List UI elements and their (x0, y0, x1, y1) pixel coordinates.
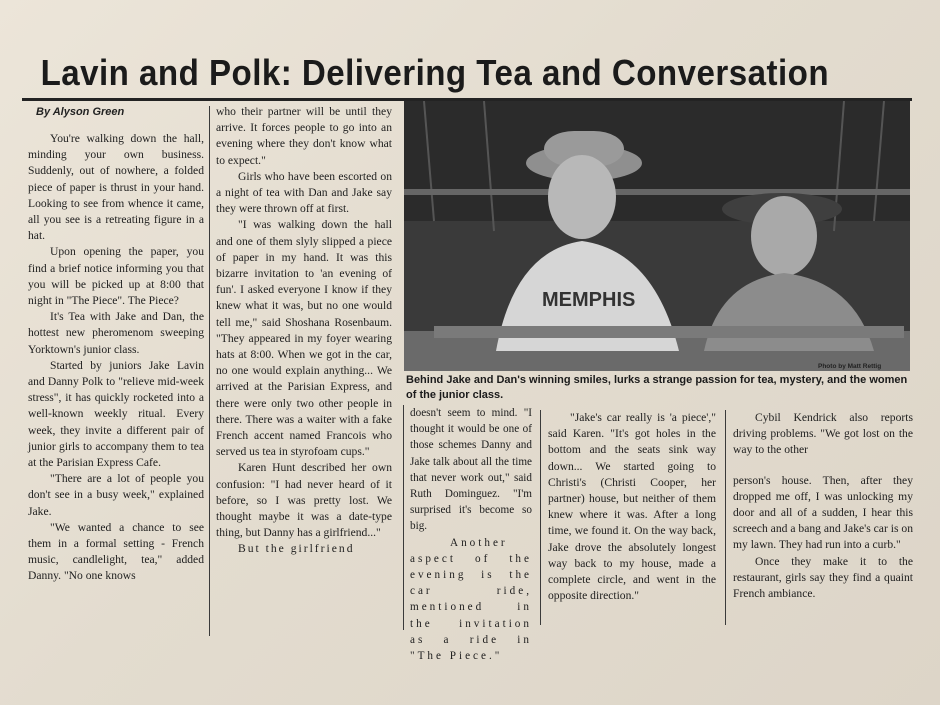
paragraph: But the girlfriend (238, 542, 355, 556)
paragraph: "There are a lot of people you don't see in a busy week," explained Jake. (28, 472, 204, 518)
column-divider (403, 405, 404, 630)
column-1 (28, 131, 204, 585)
headline: Lavin and Polk: Delivering Tea and Conversation (40, 52, 830, 93)
column-3 (410, 405, 532, 664)
paragraph: Started by juniors Jake Lavin and Danny Polk to "relieve mid-week stress", it has quickly rocketed into a well-known weekly ritual. Every week, they invite a different pair of junior girls to accompany them to tea at the Parisian Express Cafe. (28, 358, 204, 470)
paragraph: Upon opening the paper, you find a brief notice informing you that you will be picked up at 8:00 that night in "The Piece". The Piece? (28, 245, 204, 308)
column-divider (540, 410, 541, 625)
photo-caption: Behind Jake and Dan's winning smiles, lurks a strange passion for tea, mystery, and the women of the junior class. (406, 374, 908, 401)
paragraph: "Jake's car really is 'a piece'," said Karen. "It's got holes in the bottom and the seats sink way down... We started going to Christi's (Christi Cooper, her partner) house, but neither of them knew where it was. After a long time, we found it. On the way back, Jake drove the absolutely longest way back to my house, made a complete circle, and went in the opposite direction." (548, 411, 716, 603)
paragraph: person's house. Then, after they dropped me off, I was unlocking my door and all of a sudden, I hear this screech and a bang and Jake's car is on my lawn. They had run into a curb." (733, 473, 913, 552)
paragraph: It's Tea with Jake and Dan, the hottest new pheromenom sweeping Yorktown's junior class. (28, 310, 204, 356)
paragraph: "I was walking down the hall and one of them slyly slipped a piece of paper in my hand. It was this bizarre invitation to 'an evening of fun'. I asked everyone I know if they knew what it was, but no one would tell me," said Shoshana Rosenbaum. "They appeared in my foyer wearing hats at 8:00. When we got in the car, no one would explain anything... We arrived at the Parisian Express, and there were only two other people in there. There was a waiter with a fake French accent named Francois who served us tea in styrofoam cups." (216, 218, 392, 459)
paragraph: Girls who have been escorted on a night of tea with Dan and Jake say they were thrown off at first. (216, 169, 392, 216)
paragraph: who their partner will be until they arrive. It forces people to go into an evening where they don't know what to expect." (216, 105, 392, 167)
photo-illustration (404, 101, 910, 371)
column-2 (216, 104, 392, 558)
paragraph: Another aspect of the evening is the car ride, mentioned in the invitation as a ride in "The Piece." (410, 536, 532, 663)
paragraph: You're walking down the hall, minding your own business. Suddenly, out of nowhere, a folded piece of paper is thrust in your hand. Looking to see from whence it came, all you see is a retreating figure in a hat. (28, 132, 204, 243)
paragraph: Karen Hunt described her own confusion: "I had never heard of it before, so I was pretty lost. We thought maybe it was a date-type thing, but Danny has a girlfriend..." (216, 461, 392, 540)
article-photo (404, 101, 910, 371)
byline: By Alyson Green (36, 106, 125, 118)
paragraph: Once they make it to the restaurant, girls say they find a quaint French ambiance. (733, 554, 913, 601)
column-divider (209, 106, 210, 636)
svg-text:MEMPHIS: MEMPHIS (542, 289, 636, 311)
column-4 (548, 410, 716, 604)
photo-credit: Photo by Matt Rettig (818, 363, 882, 370)
column-5 (733, 410, 913, 602)
paragraph: Cybil Kendrick also reports driving problems. "We got lost on the way to the other (733, 411, 913, 457)
paragraph: "We wanted a chance to see them in a formal setting - French music, candlelight, tea," added Danny. "No one knows (28, 520, 204, 583)
paragraph: doesn't seem to mind. "I thought it would be one of those schemes Danny and Jake talk about all the time that never work out," said Ruth Dominguez. "I'm surprised it's become so big. (410, 407, 532, 533)
column-divider (725, 410, 726, 625)
